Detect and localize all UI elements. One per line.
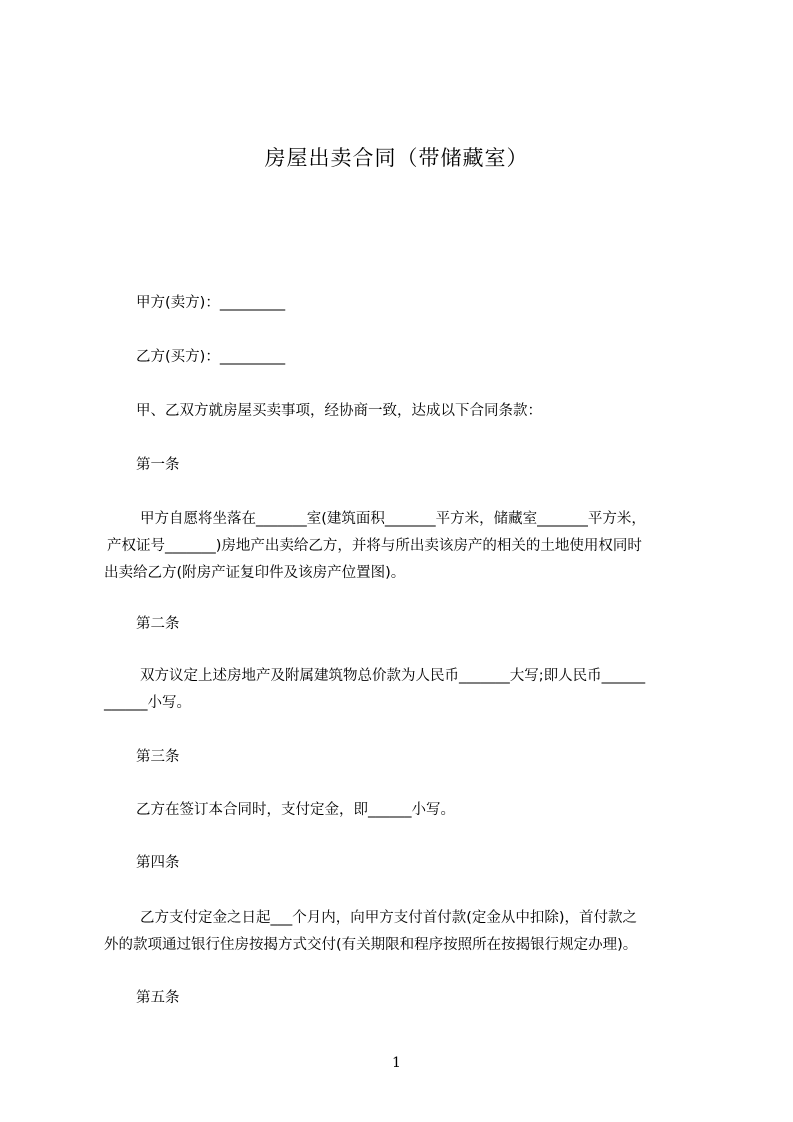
intro-paragraph: 甲、乙双方就房屋买卖事项，经协商一致，达成以下合同条款： [136,403,542,419]
article-5-heading: 第五条 [136,990,180,1006]
article-1-heading: 第一条 [136,457,180,473]
document-title: 房屋出卖合同（带储藏室） [264,146,529,170]
article-2-line-1: 双方议定上述房地产及附属建筑物总价款为人民币_______大写;即人民币______ [140,668,646,684]
article-2-line-2: ______小写。 [104,695,191,711]
article-1-line-1: 甲方自愿将坐落在_______室(建筑面积_______平方米，储藏室_______平方米， [140,511,646,527]
article-2-heading: 第二条 [136,616,180,632]
article-4-heading: 第四条 [136,855,180,871]
page-number: 1 [392,1055,401,1071]
article-4-line-2: 外的款项通过银行住房按揭方式交付(有关期限和程序按照所在按揭银行规定办理)。 [104,937,638,953]
article-1-line-2: 产权证号_______)房地产出卖给乙方，并将与所出卖该房产的相关的土地使用权同时 [107,538,642,554]
party-b-line: 乙方(买方)：_________ [136,349,286,365]
article-3-line-1: 乙方在签订本合同时，支付定金，即______小写。 [136,802,455,818]
article-4-line-1: 乙方支付定金之日起___个月内，向甲方支付首付款(定金从中扣除)，首付款之 [140,910,638,926]
party-a-line: 甲方(卖方)：_________ [136,295,286,311]
article-1-line-3: 出卖给乙方(附房产证复印件及该房产位置图)。 [104,565,406,581]
article-3-heading: 第三条 [136,749,180,765]
